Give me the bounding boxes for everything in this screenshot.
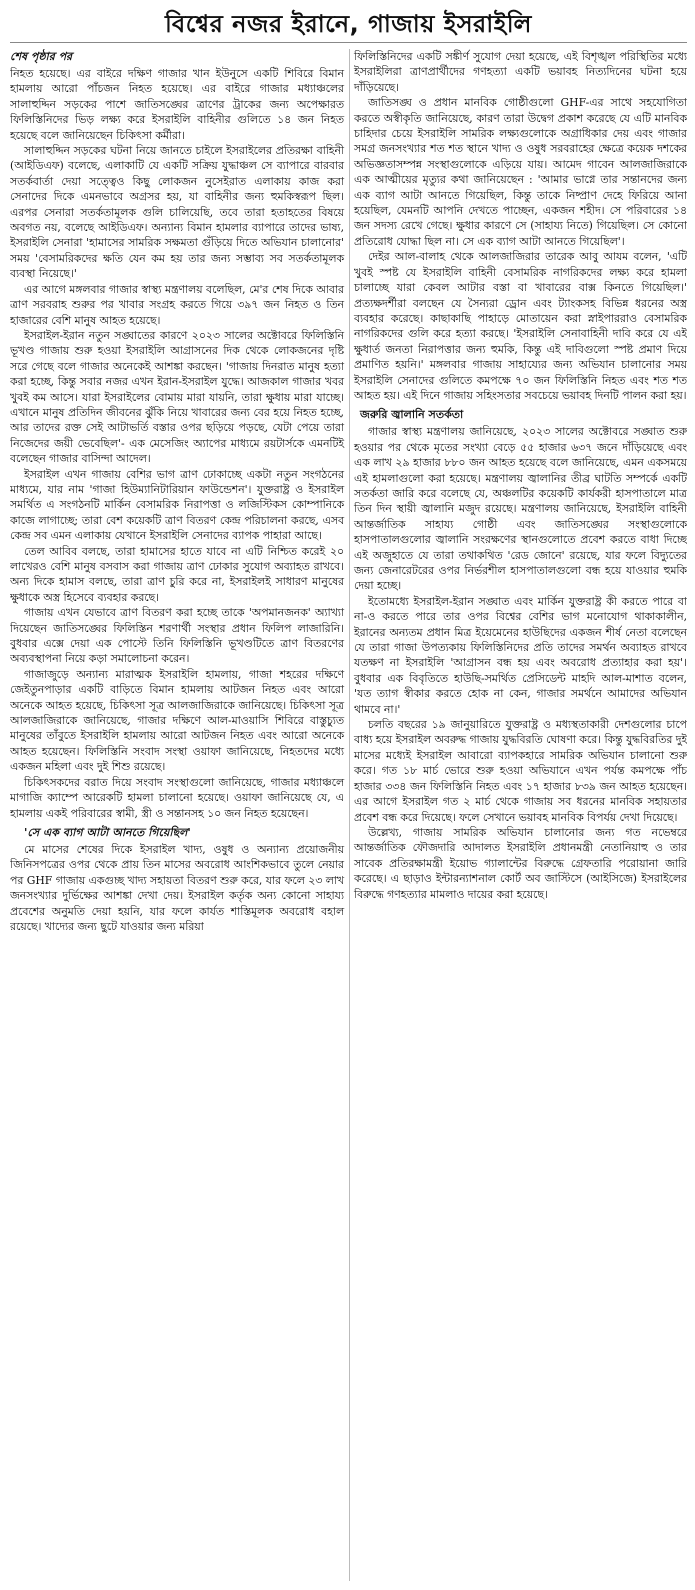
article-paragraph: গাজাজুড়ে অন্যান্য মারাত্মক ইসরাইলি হামলায়, গাজা শহরের দক্ষিণে জেইতুনপাড়ার একটি বাড়িতে বিমান হামলায় আটজন নিহত এবং আরো অনেকে আহত হয়েছে, চিকিৎসা সূত্র আলজাজিরাকে জানিয়েছে। চিকিৎসা সূত্র আলজাজিরাকে জানিয়েছে, গাজার দক্ষিণে আল-মাওয়াসি শিবিরে বাস্তুচ্যুত মানুষের তাঁবুতে ইসরাইলি হামলায় আরো আটজন নিহত এবং আরো অনেকে আহত হয়েছেন। ফিলিস্তিনি সংবাদ সংস্থা ওয়াফা জানিয়েছে, নিহতদের মধ্যে একজন মহিলা এবং দুই শিশু রয়েছে।	[10, 667, 344, 774]
continued-from-label: শেষ পৃষ্ঠার পর	[10, 50, 73, 63]
article-paragraph: উল্লেখ্য, গাজায় সামরিক অভিযান চালানোর জন্য গত নভেম্বরে আন্তর্জাতিক ফৌজদারি আদালত ইসরাইলি প্রধানমন্ত্রী নেতানিয়াহু ও তার সাবেক প্রতিরক্ষামন্ত্রী ইয়োভ গ্যালান্টের বিরুদ্ধে গ্রেফতারি পরোয়ানা জারি করেছে। এ ছাড়াও ইন্টারন্যাশনাল কোর্ট অব জাস্টিসে (আইসিজে) ইসরাইলের বিরুদ্ধে গণহত্যার মামলাও দায়ের করা হয়েছে।	[354, 825, 687, 901]
article-paragraph: নিহত হয়েছে। এর বাইরে দক্ষিণ গাজার খান ইউনুসে একটি শিবিরে বিমান হামলায় আরো পাঁচজন নিহত হয়েছে। এর বাইরে গাজার মধ্যাঞ্চলের সালাহুদ্দিন সড়কের পাশে জাতিসঙ্ঘের ত্রাণের ট্রাকের জন্য অপেক্ষারত ফিলিস্তিনিদের ভিড় লক্ষ্য করে ইসরাইলি বাহিনীর গুলিতে ১৪ জন নিহত হয়েছে বলে জানিয়েছেন চিকিৎসা কর্মীরা।	[10, 67, 344, 142]
article-columns	[10, 49, 687, 1581]
headline: বিশ্বের নজর ইরানে, গাজায় ইসরাইলি	[10, 6, 687, 43]
article-paragraph: ইসরাইল এখন গাজায় বেশির ভাগ ত্রাণ ঢোকাচ্ছে একটা নতুন সংগঠনের মাধ্যমে, যার নাম 'গাজা হিউম্যানিটারিয়ান ফাউন্ডেশন'। যুক্তরাষ্ট্র ও ইসরাইল সমর্থিত এ সংগঠনটি মার্কিন বেসামরিক নিরাপত্তা ও লজিস্টিকস কোম্পানিকে কাজে লাগাচ্ছে; তারা বেশ কয়েকটি ত্রাণ বিতরণ কেন্দ্র পরিচালনা করছে, এসব কেন্দ্র সব এমন এলাকায় যেখানে ইসরাইলি সেনাদের ব্যাপক পাহারা আছে।	[10, 467, 344, 543]
article-paragraph: জাতিসঙ্ঘ ও প্রধান মানবিক গোষ্ঠীগুলো GHF-এর সাথে সহযোগিতা করতে অস্বীকৃতি জানিয়েছে, কারণ তারা উদ্বেগ প্রকাশ করেছে যে এটি মানবিক চাহিদার চেয়ে ইসরাইলি সামরিক লক্ষ্যগুলোকে অগ্রাধিকার দেয় এবং গাজার সমগ্র জনসংখ্যার শত শত স্থানে খাদ্য ও ওষুধ সরবরাহের ক্ষেত্রে কয়েক দশকের অভিজ্ঞতাসম্পন্ন সংস্থাগুলোকে এড়িয়ে যায়। আমেদ গাবেন আলজাজিরাকে এক আত্মীয়ের মৃত্যুর কথা জানিয়েছেন : 'আমার ভাগ্নে তার সন্তানদের জন্য এক ব্যাগ আটা আনতে গিয়েছিল, কিন্তু তাকে নিষ্প্রাণ দেহে ফিরিয়ে আনা হয়েছিল, যেমনটি আপনি দেখতে পাচ্ছেন, একজন শহীদ। সে পরিবারের ১৪ জন সদস্য রেখে গেছে। ক্ষুধার কারণে সে (সাহায্য নিতে) গিয়েছিল। সে কোনো প্রতিরোধ যোদ্ধা ছিল না। সে এক ব্যাগ আটা আনতে গিয়েছিল'।	[354, 96, 687, 248]
article-paragraph: তেল আবিব বলছে, তারা হামাসের হাতে যাবে না এটি নিশ্চিত করেই ২০ লাখেরও বেশি মানুষ বসবাস করা গাজায় ত্রাণ ঢোকার সুযোগ অব্যাহত রাখবে। অন্য দিকে হামাস বলছে, তারা ত্রাণ চুরি করে না, ইসরাইলই সাধারণ মানুষের ক্ষুধাকে অস্ত্র হিসেবে ব্যবহার করছে।	[10, 544, 344, 604]
article-paragraph: ইতোমধ্যে ইসরাইল-ইরান সঙ্ঘাত এবং মার্কিন যুক্তরাষ্ট্র কী করতে পারে বা না-ও করতে পারে তার ওপর বিশ্বের বেশির ভাগ মনোযোগ থাকাকালীন, ইরানের অন্যতম প্রধান মিত্র ইয়েমেনের হাউছিদের একজন শীর্ষ নেতা বলেছেন যে তারা গাজা উপত্যকায় ফিলিস্তিনিদের প্রতি তাদের সমর্থন অব্যাহত রাখবে যতক্ষণ না ইসরাইলি 'আগ্রাসন বন্ধ হয় এবং অবরোধ প্রত্যাহার করা হয়'। বুধবার এক বিবৃতিতে হাউছি-সমর্থিত প্রেসিডেন্ট মাহদি আল-মাশাত বলেন, 'যত ত্যাগ স্বীকার করতে হোক না কেন, গাজার সমর্থনে আমাদের অভিযান থামবে না।'	[354, 594, 687, 716]
section-subhead: জরুরি জ্বালানি সতর্কতা	[360, 408, 464, 422]
article-paragraph: মে মাসের শেষের দিকে ইসরাইল খাদ্য, ওষুধ ও অন্যান্য প্রয়োজনীয় জিনিসপত্রের ওপর থেকে প্রায় তিন মাসের অবরোধ আংশিকভাবে তুলে নেয়ার পর GHF গাজায় একগুচ্ছ খাদ্য সহায়তা বিতরণ শুরু করে, যার ফলে ২৩ লাখ জনসংখ্যার দুর্ভিক্ষের আশঙ্কা দেখা দেয়। ইসরাইল কর্তৃক অন্য কোনো সাহায্য প্রবেশের অনুমতি দেয়া হয়নি, যার ফলে কার্যত শাস্তিমূলক অবরোধ বহাল রয়েছে। খাদ্যের জন্য ছুটে যাওয়ার জন্য মরিয়া	[10, 842, 344, 933]
right-column	[349, 49, 687, 1581]
article-paragraph: এর আগে মঙ্গলবার গাজার স্বাস্থ্য মন্ত্রণালয় বলেছিল, মে'র শেষ দিকে আবার ত্রাণ সরবরাহ শুরুর পর খাবার সংগ্রহ করতে গিয়ে ৩৯৭ জন নিহত ও তিন হাজারের বেশি মানুষ আহত হয়েছে।	[10, 282, 344, 327]
section-subhead: 'সে এক ব্যাগ আটা আনতে গিয়েছিল'	[24, 825, 191, 839]
article-paragraph: সালাহুদ্দিন সড়কের ঘটনা নিয়ে জানতে চাইলে ইসরাইলের প্রতিরক্ষা বাহিনী (আইডিএফ) বলেছে, এলাকাটি যে একটি সক্রিয় যুদ্ধাঞ্চল সে ব্যাপারে বারবার সতর্কবার্তা দেয়া সত্ত্বেও কিছু লোকজন নুসেইরাত এলাকায় কাজ করা সেনাদের দিকে এমনভাবে অগ্রসর হয়, যা বাহিনীর জন্য হুমকিস্বরূপ ছিল। এরপর সেনারা সতর্কতামূলক গুলি চালিয়েছি, তবে তারা হতাহতের বিষয়ে অবগত নয়, বলেছে আইডিএফ। অন্যান্য বিমান হামলার ব্যাপারে তাদের ভাষ্য, ইসরাইলি সেনারা 'হামাসের সামরিক সক্ষমতা গুঁড়িয়ে দিতে অভিযান চালানোর' সময় 'বেসামরিকদের ক্ষতি যেন কম হয় তার জন্য সম্ভাব্য সব সতর্কতামূলক ব্যবস্থা নিয়েছে।'	[10, 144, 344, 281]
article-paragraph: ইসরাইল-ইরান নতুন সঙ্ঘাতের কারণে ২০২৩ সালের অক্টোবরে ফিলিস্তিনি ভূখণ্ড গাজায় শুরু হওয়া ইসরাইলি আগ্রাসনের দিক থেকে লোকজনের দৃষ্টি সরে গেছে বলে গাজার অনেকেই আশঙ্কা করছেন। 'গাজায় দিনরাত মানুষ হত্যা করা হচ্ছে, কিন্তু সবার নজর এখন ইরান-ইসরাইল যুদ্ধে। আজকাল গাজার খবর খুবই কম আসে। যারা ইসরাইলের বোমায় মারা যায়নি, তারা ক্ষুধায় মারা যাচ্ছে। এখানে মানুষ প্রতিদিন জীবনের ঝুঁকি নিয়ে খাবারের জন্য বের হয়ে নিহত হচ্ছে, আর তাদের রক্ত সেই আটাভর্তি বস্তার ওপর ছড়িয়ে পড়ছে, যেটা পেয়ে তারা নিজেদের জয়ী ভেবেছিল'- এক মেসেজিং অ্যাপের মাধ্যমে রয়টার্সকে এমনটিই বলেছেন গাজার বাসিন্দা আদেল।	[10, 328, 344, 466]
article-paragraph: গাজায় এখন যেভাবে ত্রাণ বিতরণ করা হচ্ছে তাকে 'অপমানজনক' অ্যাখ্যা দিয়েছেন জাতিসঙ্ঘের ফিলিস্তিন শরণার্থী সংস্থার প্রধান ফিলিপ লাজারিনি। বুধবার এক্সে দেয়া এক পোস্টে তিনি ফিলিস্তিনি ভূখণ্ডটিতে ত্রাণ বিতরণের অব্যবস্থাপনা নিয়ে কড়া সমালোচনা করেন।	[10, 606, 344, 666]
left-column	[10, 49, 348, 1581]
article-paragraph: চিকিৎসকদের বরাত দিয়ে সংবাদ সংস্থাগুলো জানিয়েছে, গাজার মধ্যাঞ্চলে মাগাজি ক্যাম্পে আরেকটি হামলা চালানো হয়েছে। ওয়াফা জানিয়েছে যে, এ হামলায় একই পরিবারের স্বামী, স্ত্রী ও সন্তানসহ ১০ জন নিহত হয়েছেন।	[10, 775, 344, 820]
article-paragraph: চলতি বছরের ১৯ জানুয়ারিতে যুক্তরাষ্ট্র ও মধ্যস্থতাকারী দেশগুলোর চাপে বাধ্য হয়ে ইসরাইল অবরুদ্ধ গাজায় যুদ্ধবিরতি ঘোষণা করে। কিন্তু যুদ্ধবিরতির দুই মাসের মধ্যেই ইসরাইল আবারো ব্যাপকহারে সামরিক অভিযান চালানো শুরু করে। গত ১৮ মার্চ ভোরে শুরু হওয়া অভিযানে এখন পর্যন্ত কমপক্ষে পাঁচ হাজার ৩৩৪ জন ফিলিস্তিনি নিহত এবং ১৭ হাজার ৮৩৯ জন আহত হয়েছেন। এর আগে ইসরাইল গত ২ মার্চ থেকে গাজায় সব ধরনের মানবিক সহায়তার প্রবেশ বন্ধ করে দিয়েছে। ফলে সেখানে ভয়াবহ মানবিক বিপর্যয় দেখা দিয়েছে।	[354, 718, 687, 824]
article-paragraph: গাজার স্বাস্থ্য মন্ত্রণালয় জানিয়েছে, ২০২৩ সালের অক্টোবরে সঙ্ঘাত শুরু হওয়ার পর থেকে মৃতের সংখ্যা বেড়ে ৫৫ হাজার ৬৩৭ জনে দাঁড়িয়েছে এবং এক লাখ ২৯ হাজার ৮৮০ জন আহত হয়েছে বলে জানিয়েছে, এমন একসময়ে এই হামলাগুলো করা হয়েছে। মন্ত্রণালয় জ্বালানির তীব্র ঘাটতি সম্পর্কে একটি সতর্কতা জারি করে বলেছে যে, অঞ্চলটির কয়েকটি কার্যকরী হাসপাতালে মাত্র তিন দিন স্থায়ী জ্বালানি মজুদ রয়েছে। মন্ত্রণালয় জানিয়েছে, ইসরাইলি বাহিনী আন্তর্জাতিক সাহায্য গোষ্ঠী এবং জাতিসঙ্ঘের সংস্থাগুলোকে হাসপাতালগুলোর জ্বালানি সংরক্ষণের স্থানগুলোতে প্রবেশ করতে বাধা দিচ্ছে এই অজুহাতে যে তারা তথাকথিত 'রেড জোনে' রয়েছে, যার ফলে বিদ্যুতের জন্য জেনারেটরের ওপর নির্ভরশীল হাসপাতালগুলো বন্ধ হয়ে যাওয়ার হুমকি দেয়া হচ্ছে।	[354, 425, 687, 593]
article-paragraph: ফিলিস্তিনিদের একটি সঙ্কীর্ণ সুযোগ দেয়া হয়েছে, এই বিশৃঙ্খল পরিস্থিতির মধ্যে ইসরাইলিরা ত্রাণপ্রার্থীদের গণহত্যা একটি ভয়াবহ নিত্যদিনের ঘটনা হয়ে দাঁড়িয়েছে।	[354, 50, 687, 94]
article-paragraph: দেইর আল-বালাহ থেকে আলজাজিরার তারেক আবু আযম বলেন, 'এটি খুবই স্পষ্ট যে ইসরাইলি বাহিনী বেসামরিক নাগরিকদের লক্ষ্য করে হামলা চালাচ্ছে যারা কেবল আটার বস্তা বা খাবারের বাক্স কিনতে গিয়েছিল।' প্রত্যক্ষদর্শীরা বলছেন যে সৈন্যরা ড্রোন এবং ট্যাংকসহ বিভিন্ন ধরনের অস্ত্র ব্যবহার করেছে। কাছাকাছি পাহাড়ে মোতায়েন করা স্নাইপাররাও বেসামরিক নাগরিকদের গুলি করে হত্যা করছে। 'ইসরাইলি সেনাবাহিনী দাবি করে যে এই ক্ষুধার্ত জনতা নিরাপত্তার জন্য হুমকি, কিন্তু এই দাবিগুলো স্পষ্ট প্রমাণ দিয়ে প্রমাণিত হয়নি।' মঙ্গলবার গাজায় সাহায্যের জন্য অভিযান চালানোর সময় ইসরাইলি সেনাদের গুলিতে কমপক্ষে ৭০ জন ফিলিস্তিনি নিহত এবং শত শত আহত হয়। এই দিনে গাজায় সহিংসতার সবচেয়ে ভয়াবহ দিনটি পালন করা হয়।	[354, 250, 687, 402]
